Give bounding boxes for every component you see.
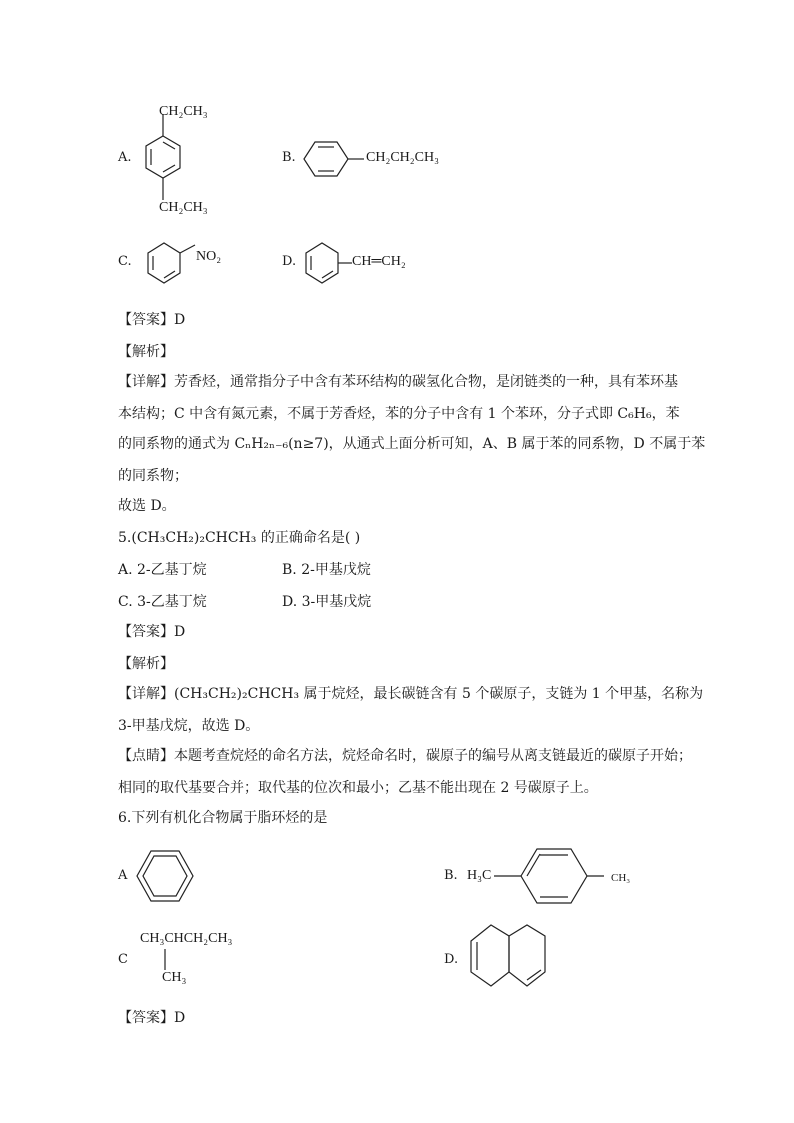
option-c-structure — [140, 237, 200, 297]
q4-answer: 【答案】D — [118, 312, 186, 328]
option-a-bottom-substituent: CH₂CH₃ — [159, 200, 208, 215]
option-b-substituent: CH₂CH₂CH₃ — [366, 150, 439, 165]
q6-option-d-label: D. — [444, 952, 459, 967]
q6-option-c-main-chain: CH₃CHCH₂CH₃ — [140, 931, 233, 946]
option-a-top-substituent: CH₂CH₃ — [159, 104, 208, 119]
option-b-label: B. — [282, 150, 296, 165]
q4-conclusion: 故选 D。 — [118, 498, 176, 514]
q6-option-b-right: CH₃ — [611, 872, 631, 884]
q6-option-a-structure — [138, 848, 198, 908]
q5-detail-line-2: 3-甲基戊烷，故选 D。 — [118, 718, 260, 734]
q5-tip-line-2: 相同的取代基要合并；取代基的位次和最小；乙基不能出现在 2 号碳原子上。 — [118, 780, 598, 796]
q6-option-c-branch: CH₃ — [162, 970, 187, 985]
q5-detail-line-1: (CH₃CH₂)₂CHCH₃ 属于烷烃，最长碳链含有 5 个碳原子，支链为 1 个甲基，名称为 — [174, 686, 704, 702]
q5-option-c: C. 3-乙基丁烷 — [118, 594, 207, 610]
q4-detail-line-4: 的同系物； — [118, 468, 188, 484]
option-c-substituent: NO₂ — [196, 249, 222, 264]
q5-answer: 【答案】D — [118, 624, 186, 640]
q6-question: 6.下列有机化合物属于脂环烃的是 — [118, 810, 328, 826]
q5-option-a: A. 2-乙基丁烷 — [118, 562, 207, 578]
q5-question: 5.(CH₃CH₂)₂CHCH₃ 的正确命名是( ) — [118, 530, 361, 546]
q4-detail-line-2: 本结构；C 中含有氮元素，不属于芳香烃，苯的分子中含有 1 个苯环，分子式即 C₆H₆，苯 — [118, 406, 680, 422]
q5-tip-tag: 【点睛】 — [118, 748, 174, 764]
q5-option-d: D. 3-甲基戊烷 — [282, 594, 372, 610]
option-d-substituent: CH═CH₂ — [352, 254, 406, 269]
q6-option-b-label: B. — [444, 868, 458, 883]
option-c-label: C. — [118, 254, 132, 269]
q5-tip-line-1: 本题考查烷烃的命名方法，烷烃命名时，碳原子的编号从离支链最近的碳原子开始； — [174, 748, 692, 764]
q6-option-c-label: C — [118, 952, 128, 967]
q5-detail-tag: 【详解】 — [118, 686, 174, 702]
q4-detail-tag: 【详解】 — [118, 374, 174, 390]
option-d-structure — [298, 237, 358, 297]
option-a-label: A. — [118, 150, 132, 165]
option-d-label: D. — [282, 254, 297, 269]
q4-analysis-heading: 【解析】 — [118, 344, 174, 360]
q4-detail-line-3: 的同系物的通式为 CₙH₂ₙ₋₆(n≥7)，从通式上面分析可知，A、B 属于苯的同系物，D 不属于苯 — [118, 436, 706, 452]
q6-answer: 【答案】D — [118, 1010, 186, 1026]
q6-option-b-left: H₃C — [467, 868, 492, 883]
q6-option-d-structure — [466, 920, 582, 996]
q5-option-b: B. 2-甲基戊烷 — [282, 562, 371, 578]
q6-option-c-branch-bond — [160, 948, 170, 972]
q6-option-b-structure — [494, 846, 614, 910]
q5-analysis-heading: 【解析】 — [118, 656, 174, 672]
q4-detail-line-1: 芳香烃，通常指分子中含有苯环结构的碳氢化合物，是闭链类的一种，具有苯环基 — [174, 374, 678, 390]
q6-option-a-label: A — [118, 868, 128, 883]
